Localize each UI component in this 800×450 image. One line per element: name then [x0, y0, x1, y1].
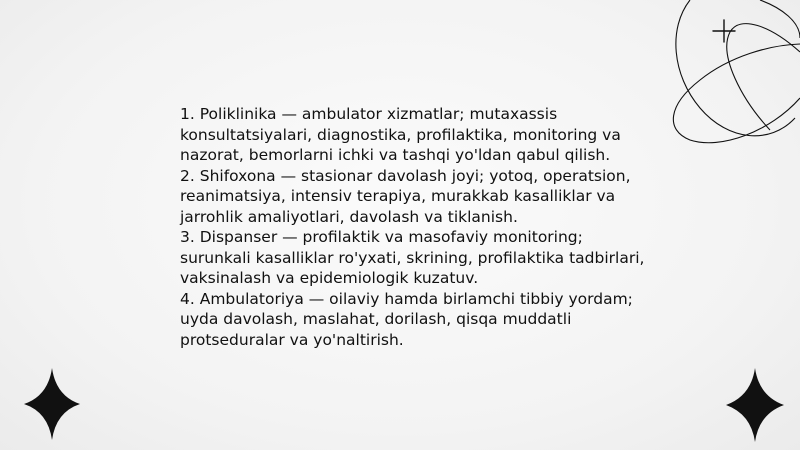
item-text: Ambulatoriya — oilaviy hamda birlamchi tibbiy yordam; uyda davolash, maslahat, dorilash, qisqa muddatli protseduralar va yo'naltirish. — [180, 289, 633, 349]
list-item — [180, 104, 650, 166]
list-item — [180, 166, 650, 228]
item-number: 1. — [180, 105, 195, 123]
item-text: Poliklinika — ambulator xizmatlar; mutaxassis konsultatsiyalari, diagnostika, profilaktika, monitoring va nazorat, bemorlarni ichki va tashqi yo'ldan qabul qilish. — [180, 105, 621, 164]
orbit-lines-icon — [673, 0, 800, 143]
four-point-star-icon — [726, 368, 784, 442]
small-sparkle-icon — [713, 20, 735, 42]
facility-list — [180, 104, 650, 350]
list-item — [180, 289, 650, 351]
item-text: Shifoxona — stasionar davolash joyi; yotoq, operatsion, reanimatsiya, intensiv terapiya, murakkab kasalliklar va jarrohlik amaliyotlari, davolash va tiklanish. — [180, 166, 631, 226]
item-number: 2. — [180, 166, 195, 185]
item-text: Dispanser — profilaktik va masofaviy monitoring; surunkali kasalliklar ro'yxati, skrining, profilaktika tadbirlari, vaksinalash va epidemiologik kuzatuv. — [180, 228, 645, 287]
item-number: 3. — [180, 228, 195, 246]
item-number: 4. — [180, 289, 195, 308]
four-point-star-icon — [24, 368, 80, 440]
list-item — [180, 227, 650, 289]
